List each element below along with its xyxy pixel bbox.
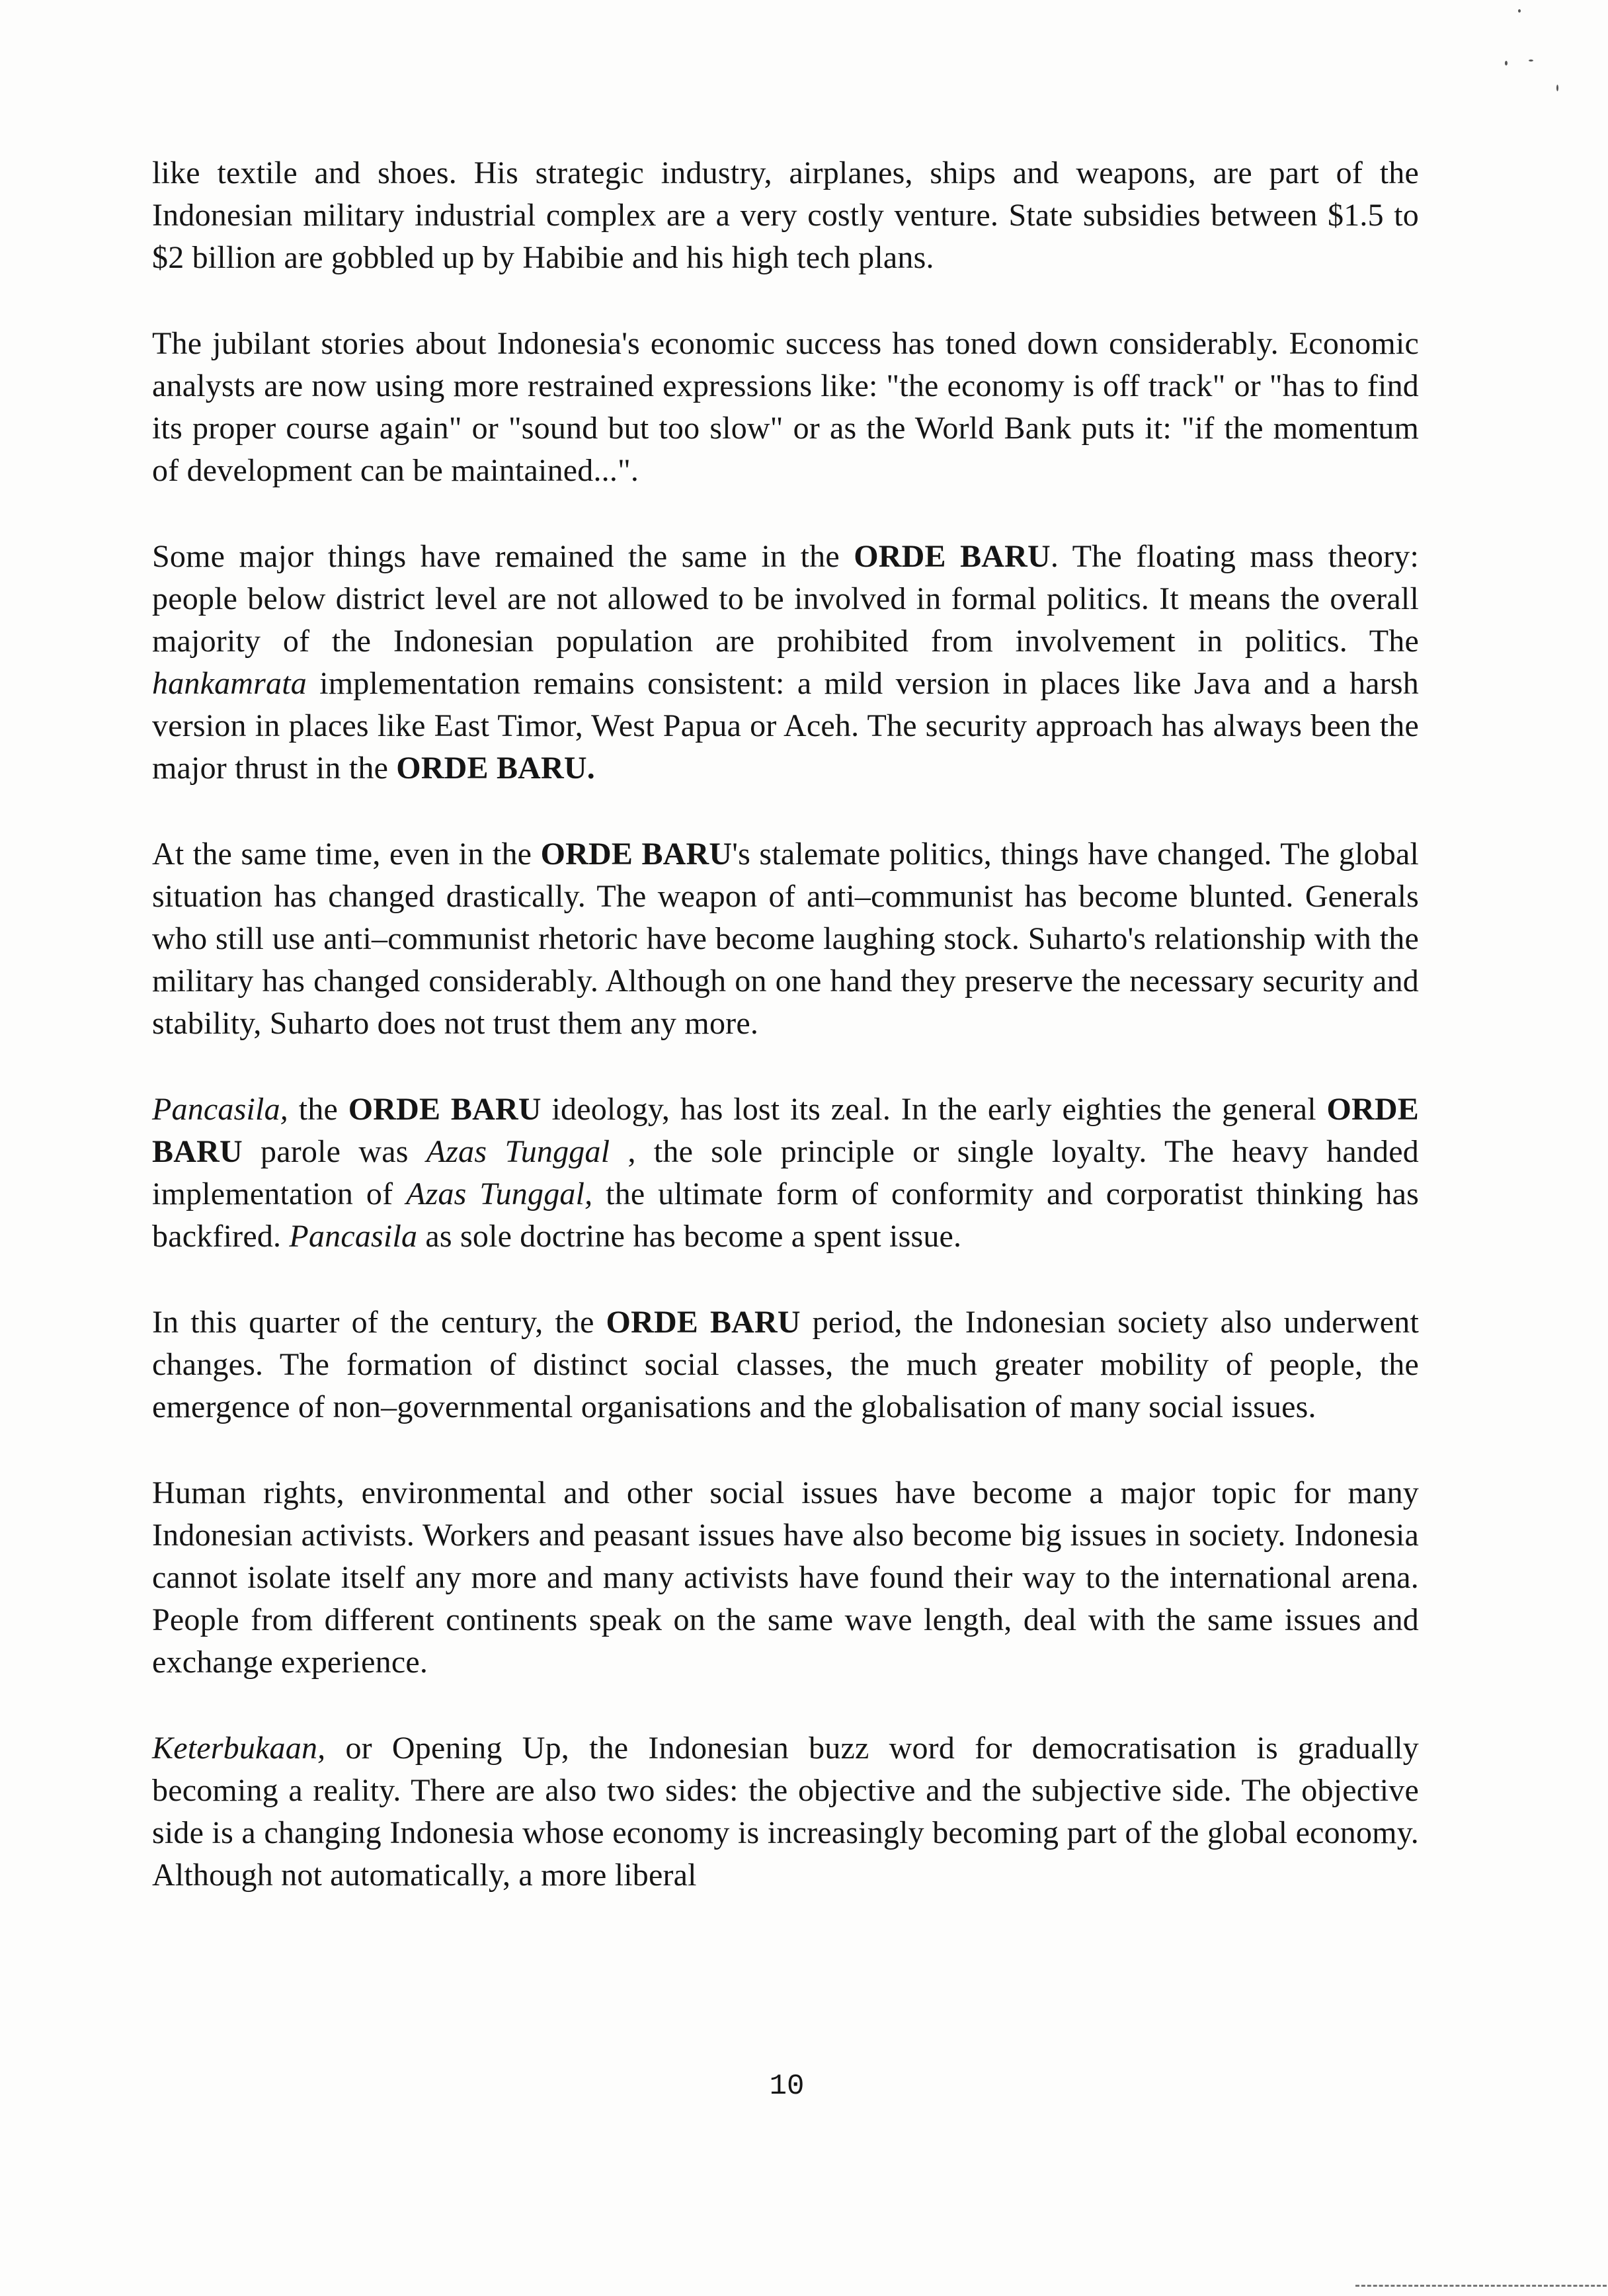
bold-term: ORDE BARU bbox=[854, 539, 1051, 574]
paragraph-5 bbox=[152, 1088, 1419, 1258]
text-run: the ultimate form of conformity and corporatist thinking has backfired. bbox=[152, 1176, 1419, 1254]
italic-term: Keterbukaan, bbox=[152, 1731, 326, 1766]
paragraph-3 bbox=[152, 536, 1419, 790]
paragraph-2 bbox=[152, 323, 1419, 492]
paragraph-8 bbox=[152, 1727, 1419, 1897]
text-run: ideology, has lost its zeal. In the early eighties the general bbox=[541, 1092, 1327, 1127]
text-run: like textile and shoes. His strategic industry, airplanes, ships and weapons, are part of the Indonesian military industrial complex are a very costly venture. State subsidies between $1.5 to $2 billion are gobbled up by Habibie and his high tech plans. bbox=[152, 155, 1419, 275]
italic-term: Azas Tunggal bbox=[426, 1134, 610, 1169]
paragraph-1 bbox=[152, 152, 1419, 279]
text-run: At the same time, even in the bbox=[152, 837, 541, 872]
text-run: or Opening Up, the Indonesian buzz word for democratisation is gradually becoming a reality. There are also two sides: the objective and the subjective side. The objective side is a changing Indonesia whose economy is increasingly becoming part of the global economy. Although not automatically, a more liberal bbox=[152, 1731, 1419, 1893]
body-text bbox=[152, 152, 1419, 1940]
bold-term: ORDE BARU bbox=[540, 837, 733, 872]
scan-speck bbox=[1518, 9, 1521, 13]
paragraph-6 bbox=[152, 1301, 1419, 1428]
text-run: the bbox=[288, 1092, 348, 1127]
text-run: , the sole principle or single loyalty. The heavy handed implementation of bbox=[152, 1134, 1419, 1211]
scan-speck bbox=[1556, 85, 1558, 91]
bold-term: ORDE BARU bbox=[606, 1305, 801, 1340]
scan-speck bbox=[1505, 61, 1508, 65]
text-run: implementation remains consistent: a mild version in places like Java and a harsh version in places like East Timor, West Papua or Aceh. The security approach has always been the major thrust in the bbox=[152, 666, 1419, 786]
text-run: Human rights, environmental and other social issues have become a major topic for many Indonesian activists. Workers and peasant issues have also become big issues in society. Indonesia cannot isolate itself any more and many activists have found their way to the international arena. People from different continents speak on the same wave length, deal with the same issues and exchange experience. bbox=[152, 1475, 1419, 1680]
page-number: 10 bbox=[769, 2070, 805, 2103]
text-run: The jubilant stories about Indonesia's economic success has toned down considerably. Economic analysts are now using more restrained expressions like: "the economy is off track" or "has to find its proper course again" or "sound but too slow" or as the World Bank puts it: "if the momentum of development can be maintained...". bbox=[152, 326, 1419, 488]
italic-term: hankamrata bbox=[152, 666, 307, 701]
paragraph-4 bbox=[152, 833, 1419, 1045]
text-run: 's stalemate politics, things have changed. The global situation has changed drastically. The weapon of anti–communist has become blunted. Generals who still use anti–communist rhetoric have become laughing stock. Suharto's relationship with the military has changed considerably. Although on one hand they preserve the necessary security and stability, Suharto does not trust them any more. bbox=[152, 837, 1419, 1041]
italic-term: Pancasila, bbox=[152, 1092, 288, 1127]
bold-term: ORDE BARU bbox=[152, 1092, 1419, 1169]
scan-speck bbox=[1529, 60, 1533, 62]
bold-term: ORDE BARU bbox=[348, 1092, 542, 1127]
text-run: . The floating mass theory: people below district level are not allowed to be involved in formal politics. It means the overall majority of the Indonesian population are prohibited from involvement in politics. The bbox=[152, 539, 1419, 659]
text-run: parole was bbox=[242, 1134, 426, 1169]
italic-term: Azas Tunggal, bbox=[406, 1176, 593, 1211]
scan-edge-line bbox=[1355, 2285, 1607, 2289]
text-run: as sole doctrine has become a spent issue. bbox=[417, 1219, 962, 1254]
text-run: In this quarter of the century, the bbox=[152, 1305, 606, 1340]
bold-term: ORDE BARU. bbox=[396, 751, 595, 786]
italic-term: Pancasila bbox=[289, 1219, 418, 1254]
paragraph-7 bbox=[152, 1472, 1419, 1684]
text-run: period, the Indonesian society also underwent changes. The formation of distinct social classes, the much greater mobility of people, the emergence of non–governmental organisations and the globalisation of many social issues. bbox=[152, 1305, 1419, 1424]
text-run: Some major things have remained the same in the bbox=[152, 539, 854, 574]
